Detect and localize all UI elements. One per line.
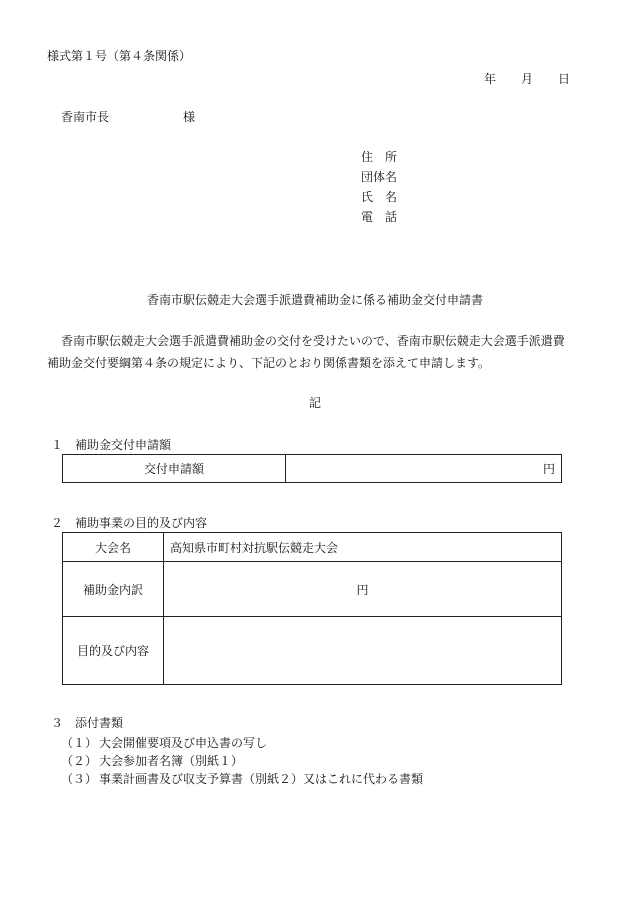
project-details-table <box>62 532 562 685</box>
table-row <box>63 562 562 617</box>
table-row <box>63 617 562 685</box>
application-amount-label: 交付申請額 <box>63 455 286 483</box>
addressee-honorific: 様 <box>183 110 196 124</box>
phone-label: 電 話 <box>361 210 398 224</box>
addressee-name: 香南市長 <box>61 110 110 124</box>
date-year: 年 <box>484 72 497 86</box>
table-row <box>63 533 562 562</box>
subsidy-breakdown-value: 円 <box>164 562 562 617</box>
attachment-num-2: （２） <box>61 754 98 768</box>
address-label: 住 所 <box>361 150 398 164</box>
attachment-num-3: （３） <box>61 772 98 786</box>
attachment-text-3: 事業計画書及び収支予算書（別紙２）又はこれに代わる書類 <box>99 772 424 786</box>
event-name-value: 高知県市町村対抗駅伝競走大会 <box>164 533 562 562</box>
attachment-text-1: 大会開催要項及び申込書の写し <box>99 736 268 750</box>
purpose-label: 目的及び内容 <box>63 617 164 685</box>
application-amount-table <box>62 454 562 483</box>
section-3-heading: ３ 添付書類 <box>51 716 124 730</box>
document-title: 香南市駅伝競走大会選手派遣費補助金に係る補助金交付申請書 <box>146 293 483 307</box>
application-amount-unit: 円 <box>286 455 562 483</box>
applicant-name-label: 氏 名 <box>361 190 398 204</box>
date-day: 日 <box>558 72 571 86</box>
subsidy-breakdown-label: 補助金内訳 <box>63 562 164 617</box>
purpose-value <box>164 617 562 685</box>
attachment-text-2: 大会参加者名簿（別紙１） <box>99 754 244 768</box>
group-name-label: 団体名 <box>361 170 398 184</box>
section-2-heading: ２ 補助事業の目的及び内容 <box>51 516 208 530</box>
body-line-1: 香南市駅伝競走大会選手派遣費補助金の交付を受けたいので、香南市駅伝競走大会選手派遣費 <box>61 334 565 348</box>
attachment-num-1: （１） <box>61 736 98 750</box>
event-name-label: 大会名 <box>63 533 164 562</box>
section-1-heading: １ 補助金交付申請額 <box>51 438 172 452</box>
form-number: 様式第１号（第４条関係） <box>47 49 192 63</box>
date-month: 月 <box>521 72 534 86</box>
ki-mark: 記 <box>308 396 321 410</box>
body-line-2: 補助金交付要綱第４条の規定により、下記のとおり関係書類を添えて申請します。 <box>47 356 491 370</box>
